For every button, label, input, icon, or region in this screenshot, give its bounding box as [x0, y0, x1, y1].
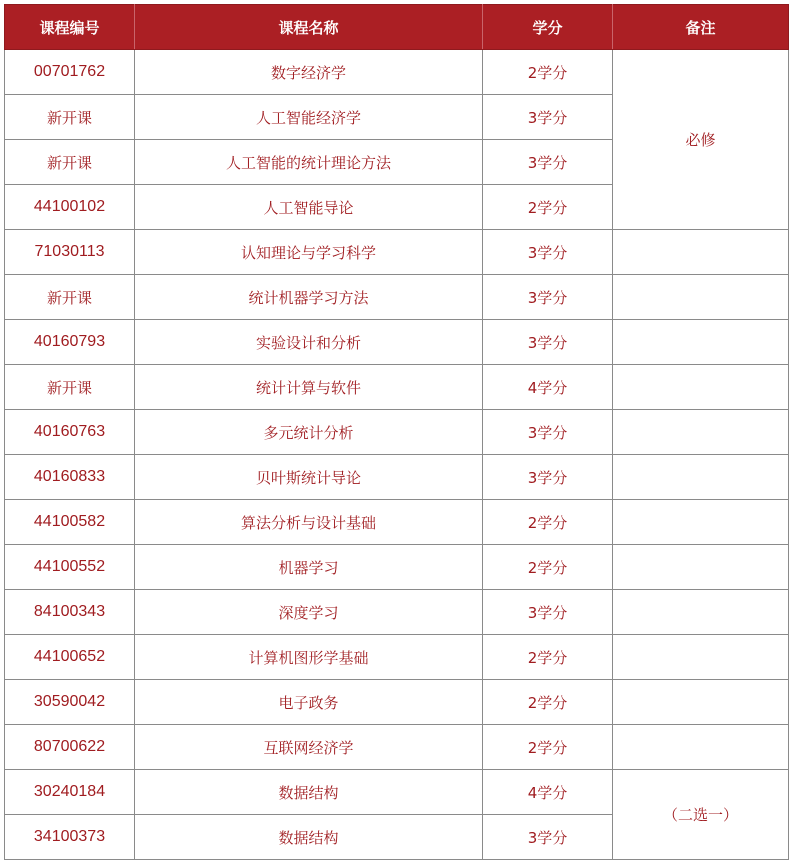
course-name-cell: 人工智能的统计理论方法 — [135, 140, 483, 185]
remark-cell-empty — [613, 545, 789, 590]
table-row — [5, 455, 789, 500]
table-row — [5, 275, 789, 320]
credit-cell: 2学分 — [483, 500, 613, 545]
credit-cell: 2学分 — [483, 635, 613, 680]
course-name-cell: 认知理论与学习科学 — [135, 230, 483, 275]
course-code-cell: 00701762 — [5, 50, 135, 95]
course-table — [4, 4, 789, 860]
credit-cell: 2学分 — [483, 545, 613, 590]
remark-cell-empty — [613, 320, 789, 365]
course-code-cell: 40160793 — [5, 320, 135, 365]
course-name-cell: 实验设计和分析 — [135, 320, 483, 365]
credit-cell: 3学分 — [483, 275, 613, 320]
credit-cell: 2学分 — [483, 50, 613, 95]
course-code-cell: 84100343 — [5, 590, 135, 635]
course-code-cell: 44100102 — [5, 185, 135, 230]
header-row — [5, 5, 789, 50]
header-course-name: 课程名称 — [135, 5, 483, 50]
remark-cell-empty — [613, 635, 789, 680]
course-code-cell: 44100582 — [5, 500, 135, 545]
course-name-cell: 机器学习 — [135, 545, 483, 590]
remark-cell-empty — [613, 230, 789, 275]
remark-cell-empty — [613, 725, 789, 770]
course-name-cell: 多元统计分析 — [135, 410, 483, 455]
course-table-container — [4, 4, 788, 860]
credit-cell: 3学分 — [483, 590, 613, 635]
course-name-cell: 贝叶斯统计导论 — [135, 455, 483, 500]
table-row — [5, 500, 789, 545]
course-code-cell: 新开课 — [5, 140, 135, 185]
credit-cell: 3学分 — [483, 320, 613, 365]
credit-cell: 2学分 — [483, 680, 613, 725]
course-name-cell: 人工智能导论 — [135, 185, 483, 230]
course-code-cell: 新开课 — [5, 95, 135, 140]
course-name-cell: 电子政务 — [135, 680, 483, 725]
course-code-cell: 44100552 — [5, 545, 135, 590]
credit-cell: 3学分 — [483, 95, 613, 140]
course-code-cell: 71030113 — [5, 230, 135, 275]
course-code-cell: 新开课 — [5, 365, 135, 410]
table-row — [5, 320, 789, 365]
course-name-cell: 数据结构 — [135, 815, 483, 860]
table-row — [5, 770, 789, 815]
table-row — [5, 410, 789, 455]
remark-cell-choose-one: （二选一） — [613, 770, 789, 860]
course-code-cell: 40160763 — [5, 410, 135, 455]
course-code-cell: 30590042 — [5, 680, 135, 725]
course-name-cell: 计算机图形学基础 — [135, 635, 483, 680]
course-name-cell: 统计机器学习方法 — [135, 275, 483, 320]
course-name-cell: 数据结构 — [135, 770, 483, 815]
course-code-cell: 44100652 — [5, 635, 135, 680]
remark-cell-empty — [613, 680, 789, 725]
table-row — [5, 545, 789, 590]
table-row — [5, 680, 789, 725]
course-code-cell: 40160833 — [5, 455, 135, 500]
remark-cell-empty — [613, 455, 789, 500]
table-row — [5, 365, 789, 410]
course-code-cell: 30240184 — [5, 770, 135, 815]
remark-cell-empty — [613, 365, 789, 410]
course-name-cell: 统计计算与软件 — [135, 365, 483, 410]
remark-cell-empty — [613, 590, 789, 635]
table-body — [5, 50, 789, 860]
course-name-cell: 算法分析与设计基础 — [135, 500, 483, 545]
credit-cell: 2学分 — [483, 185, 613, 230]
course-name-cell: 深度学习 — [135, 590, 483, 635]
table-row — [5, 635, 789, 680]
table-row — [5, 230, 789, 275]
course-name-cell: 人工智能经济学 — [135, 95, 483, 140]
credit-cell: 3学分 — [483, 230, 613, 275]
table-row — [5, 590, 789, 635]
course-code-cell: 80700622 — [5, 725, 135, 770]
remark-cell-required: 必修 — [613, 50, 789, 230]
credit-cell: 2学分 — [483, 725, 613, 770]
credit-cell: 3学分 — [483, 455, 613, 500]
table-header — [5, 5, 789, 50]
course-name-cell: 数字经济学 — [135, 50, 483, 95]
credit-cell: 4学分 — [483, 365, 613, 410]
table-row — [5, 725, 789, 770]
course-code-cell: 34100373 — [5, 815, 135, 860]
remark-cell-empty — [613, 410, 789, 455]
table-row — [5, 50, 789, 95]
course-code-cell: 新开课 — [5, 275, 135, 320]
credit-cell: 4学分 — [483, 770, 613, 815]
credit-cell: 3学分 — [483, 815, 613, 860]
credit-cell: 3学分 — [483, 140, 613, 185]
header-course-code: 课程编号 — [5, 5, 135, 50]
header-credits: 学分 — [483, 5, 613, 50]
header-remarks: 备注 — [613, 5, 789, 50]
course-name-cell: 互联网经济学 — [135, 725, 483, 770]
remark-cell-empty — [613, 500, 789, 545]
credit-cell: 3学分 — [483, 410, 613, 455]
remark-cell-empty — [613, 275, 789, 320]
